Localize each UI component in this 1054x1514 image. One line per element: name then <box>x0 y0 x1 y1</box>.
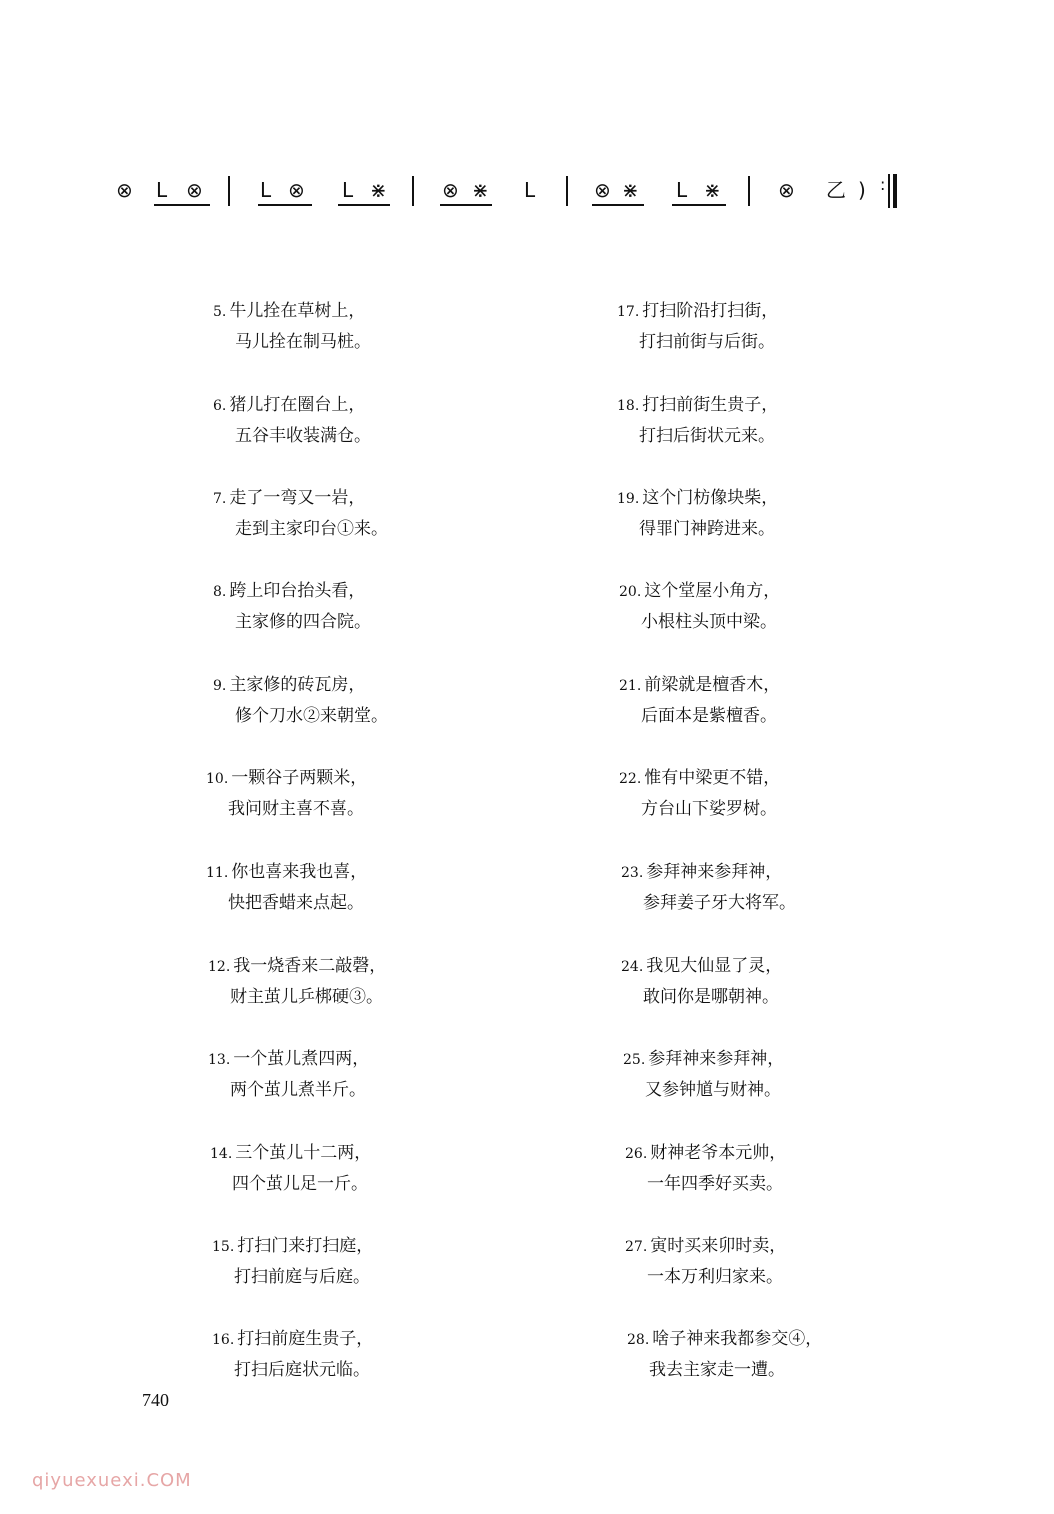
beam-underline <box>154 204 210 206</box>
verse-line: 一年四季好买卖。 <box>647 1174 783 1194</box>
verse-number: 25. <box>623 1052 646 1068</box>
notation-symbol: ⊗ <box>186 178 203 202</box>
verse-line: 打扫阶沿打扫街， <box>642 301 779 321</box>
verse-number: 7. <box>213 491 227 507</box>
verse-line: 三个茧儿十二两， <box>235 1143 372 1163</box>
verse-number: 23. <box>621 865 644 881</box>
verse-line: 打扫后庭状元临。 <box>234 1360 370 1380</box>
notation-symbol: L <box>156 178 168 202</box>
bar-line <box>228 176 230 206</box>
notation-symbol: L <box>342 178 354 202</box>
beam-underline <box>440 204 492 206</box>
verse-number: 8. <box>213 584 227 600</box>
verse-line: 跨上印台抬头看， <box>229 581 366 601</box>
notation-symbol: ⊗ <box>288 178 305 202</box>
notation-symbol: ⋇ <box>622 178 639 202</box>
verse-line: 财神老爷本元帅， <box>650 1143 787 1163</box>
verse-9 <box>213 670 388 731</box>
verse-line: 主家修的砖瓦房， <box>229 675 366 695</box>
page-number: 740 <box>142 1390 169 1410</box>
verse-line: 修个刀水②来朝堂。 <box>235 706 388 726</box>
verse-line: 打扫前庭生贵子， <box>237 1329 374 1349</box>
verse-number: 21. <box>619 678 642 694</box>
verse-line: 两个茧儿煮半斤。 <box>230 1080 366 1100</box>
verse-line: 你也喜来我也喜， <box>231 862 368 882</box>
notation-symbol: L <box>676 178 688 202</box>
verse-number: 26. <box>625 1146 648 1162</box>
final-bar-thick <box>893 174 897 208</box>
verse-line: 走到主家印台①来。 <box>235 519 388 539</box>
verse-number: 13. <box>208 1052 231 1068</box>
verse-14 <box>210 1138 371 1199</box>
beam-underline <box>592 204 644 206</box>
verse-line: 我去主家走一遭。 <box>649 1360 785 1380</box>
notation-symbol: ⋇ <box>370 178 387 202</box>
verse-24 <box>621 951 782 1012</box>
bar-line <box>412 176 414 206</box>
repeat-dots: : <box>880 175 886 194</box>
verse-number: 17. <box>617 304 640 320</box>
verse-number: 27. <box>625 1239 648 1255</box>
verse-line: 四个茧儿足一斤。 <box>232 1174 368 1194</box>
verse-line: 五谷丰收装满仓。 <box>235 426 371 446</box>
verse-line: 打扫前街生贵子， <box>642 395 779 415</box>
verse-line: 一本万利归家来。 <box>647 1267 783 1287</box>
verse-line: 打扫前庭与后庭。 <box>234 1267 370 1287</box>
verse-line: 得罪门神跨进来。 <box>639 519 775 539</box>
verse-19 <box>617 483 778 544</box>
verse-number: 16. <box>212 1332 235 1348</box>
verse-number: 5. <box>213 304 227 320</box>
verse-line: 主家修的四合院。 <box>235 612 371 632</box>
beam-underline <box>338 204 390 206</box>
verse-20 <box>619 576 780 637</box>
verse-number: 18. <box>617 398 640 414</box>
verse-number: 24. <box>621 959 644 975</box>
verse-13 <box>208 1044 369 1105</box>
verse-line: 打扫前街与后街。 <box>639 332 775 352</box>
verse-21 <box>619 670 780 731</box>
verse-line: 猪儿打在圈台上， <box>229 395 366 415</box>
verse-line: 啥子神来我都参交④， <box>652 1329 823 1349</box>
notation-symbol: ) <box>858 178 866 202</box>
verse-number: 14. <box>210 1146 233 1162</box>
verse-line: 参拜姜子牙大将军。 <box>643 893 796 913</box>
verse-5 <box>213 296 371 357</box>
verse-16 <box>212 1324 373 1385</box>
verse-line: 财主茧儿乒梆硬③。 <box>230 987 383 1007</box>
verse-line: 快把香蜡来点起。 <box>228 893 364 913</box>
notation-symbol: ⋇ <box>472 178 489 202</box>
verse-line: 一个茧儿煮四两， <box>233 1049 370 1069</box>
verse-11 <box>206 857 367 918</box>
verse-line: 我一烧香来二敲磬， <box>233 956 387 976</box>
verse-line: 打扫后街状元来。 <box>639 426 775 446</box>
verse-line: 这个门枋像块柴， <box>642 488 779 508</box>
verse-15 <box>212 1231 373 1292</box>
verse-10 <box>206 763 367 824</box>
verse-17 <box>617 296 778 357</box>
verse-number: 6. <box>213 398 227 414</box>
verse-number: 12. <box>208 959 231 975</box>
verse-12 <box>208 951 386 1012</box>
verse-line: 寅时买来卯时卖， <box>650 1236 787 1256</box>
verse-number: 15. <box>212 1239 235 1255</box>
verse-25 <box>623 1044 784 1105</box>
notation-symbol: L <box>524 178 536 202</box>
verse-line: 我见大仙显了灵， <box>646 956 783 976</box>
verse-number: 9. <box>213 678 227 694</box>
notation-symbol: ⊗ <box>116 178 133 202</box>
bar-line <box>748 176 750 206</box>
verse-line: 惟有中梁更不错， <box>644 768 781 788</box>
verse-23 <box>621 857 796 918</box>
verse-26 <box>625 1138 786 1199</box>
notation-symbol: ⋇ <box>704 178 721 202</box>
verse-line: 后面本是紫檀香。 <box>641 706 777 726</box>
verse-number: 19. <box>617 491 640 507</box>
verse-number: 22. <box>619 771 642 787</box>
verse-line: 方台山下娑罗树。 <box>641 799 777 819</box>
verse-number: 11. <box>206 865 229 881</box>
final-bar-thin <box>888 174 890 208</box>
verse-line: 这个堂屋小角方， <box>644 581 781 601</box>
verse-18 <box>617 390 778 451</box>
beam-underline <box>258 204 312 206</box>
notation-row <box>110 170 910 214</box>
verse-line: 前梁就是檀香木， <box>644 675 781 695</box>
verse-22 <box>619 763 780 824</box>
verse-line: 牛儿拴在草树上， <box>229 301 366 321</box>
beam-underline <box>672 204 726 206</box>
bar-line <box>566 176 568 206</box>
verse-number: 10. <box>206 771 229 787</box>
verse-line: 马儿拴在制马桩。 <box>235 332 371 352</box>
verse-number: 20. <box>619 584 642 600</box>
verse-line: 打扫门来打扫庭， <box>237 1236 374 1256</box>
notation-symbol: ⊗ <box>594 178 611 202</box>
verse-line: 参拜神来参拜神， <box>648 1049 785 1069</box>
notation-symbol: ⊗ <box>778 178 795 202</box>
verse-line: 小根柱头顶中梁。 <box>641 612 777 632</box>
verse-line: 又参钟馗与财神。 <box>645 1080 781 1100</box>
verse-8 <box>213 576 371 637</box>
verse-line: 一颗谷子两颗米， <box>231 768 368 788</box>
verse-line: 敢问你是哪朝神。 <box>643 987 779 1007</box>
watermark: qiyuexuexi.COM <box>32 1470 192 1491</box>
verse-line: 我问财主喜不喜。 <box>228 799 364 819</box>
notation-symbol: L <box>260 178 272 202</box>
verse-line: 参拜神来参拜神， <box>646 862 783 882</box>
verse-28 <box>627 1324 822 1385</box>
notation-symbol: 乙 <box>826 178 846 202</box>
verse-6 <box>213 390 371 451</box>
verse-7 <box>213 483 388 544</box>
verse-number: 28. <box>627 1332 650 1348</box>
verse-27 <box>625 1231 786 1292</box>
verse-line: 走了一弯又一岩， <box>229 488 366 508</box>
notation-symbol: ⊗ <box>442 178 459 202</box>
